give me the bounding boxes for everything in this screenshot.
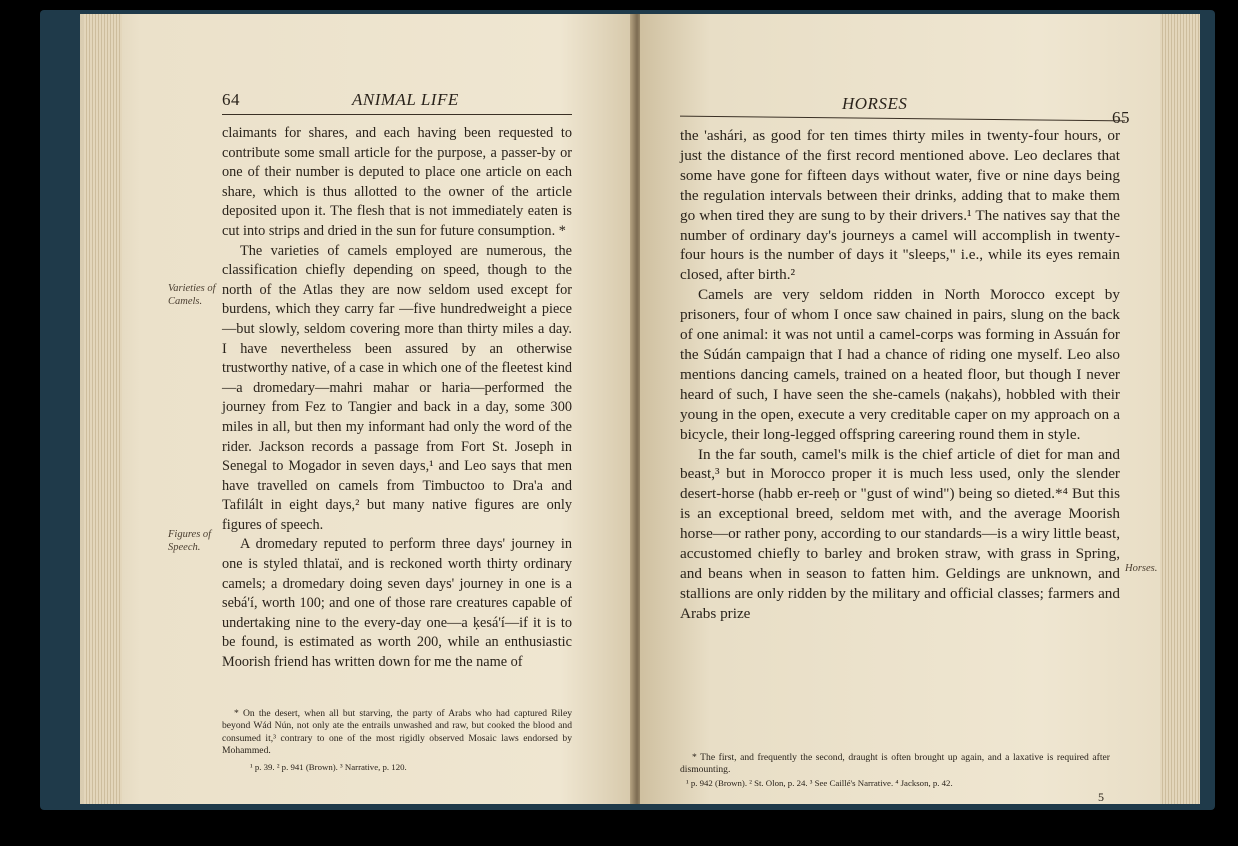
- left-running-head: ANIMAL LIFE: [352, 90, 459, 109]
- left-footnote-text: * On the desert, when all but starving, the party of Arabs who had captured Riley beyond Wád Nún, not only ate the entrails unwashed and raw, but cooked the blood and consumed it,³ contrary to one of the most rigidly observed Mosaic laws endorsed by Mohammed.: [222, 708, 572, 757]
- left-page-number: 64: [222, 90, 240, 109]
- right-paragraph-1: the 'ashári, as good for ten times thirty miles in twenty-four hours, or just the distance of the first record mentioned above. Leo declares that some have gone for fifteen days without water, five or nine days being the regulation intervals between their drinks, adding that to make them go when tired they are sung to by their drivers.¹ The natives say that the number of ordinary day's journeys a camel will accomplish in twenty-four hours is the number of days it "sleeps," i.e., while its eyes remain closed, after birth.²: [680, 127, 1120, 284]
- right-footnote-refs: ¹ p. 942 (Brown). ² St. Olon, p. 24. ³ See Caillé's Narrative. ⁴ Jackson, p. 42.: [686, 778, 953, 788]
- right-page-number: 65: [1112, 108, 1130, 127]
- left-head-rule: [222, 114, 572, 115]
- right-page-edges: [1160, 14, 1200, 804]
- left-paragraph-2: The varieties of camels employed are numerous, the classification chiefly depending on speed, though to the north of the Atlas they are now seldom used except for burdens, which they carry far —five hundredweight a piece—but slowly, seldom covering more than thirty miles a day. I have nevertheless been assured by an otherwise trustworthy native, of a case in which one of the fleetest kind—a dromedary—mahri mahar or haria—performed the journey from Fez to Tangier and back in a day, some 300 miles in all, but then my informant had only the word of the rider. Jackson records a passage from Fort St. Joseph in Senegal to Mogador in seven days,¹ and Leo says that men have travelled on camels from Timbuctoo to Dra'a and Tafilált in eight days,² but many native figures are only figures of speech.: [222, 242, 572, 533]
- right-sidenote-horses: Horses.: [1125, 563, 1158, 574]
- left-footnote: [222, 708, 572, 758]
- left-footnote-refs: ¹ p. 39. ² p. 941 (Brown). ³ Narrative, p. 120.: [250, 762, 407, 772]
- right-running-head: HORSES: [842, 94, 908, 113]
- left-body: [222, 124, 572, 673]
- left-page-edges: [84, 14, 122, 804]
- right-footnote-text: * The first, and frequently the second, draught is often brought up again, and a laxative is required after dismounting.: [680, 752, 1110, 776]
- left-sidenote-figures: Figures of Speech.: [168, 529, 212, 553]
- signature-mark: 5: [1098, 790, 1104, 804]
- left-paragraph-1: claimants for shares, and each having been requested to contribute some small article for the purpose, a passer-by or one of their number is deputed to place one article on each share, which is thus allotted to the owner of the article deposited upon it. The flesh that is not immediately eaten is cut into strips and dried in the sun for future consumption. *: [222, 125, 572, 239]
- left-sidenote-camels: Varieties of Camels.: [168, 283, 216, 307]
- right-paragraph-3: In the far south, camel's milk is the chief article of diet for man and beast,³ but in Morocco proper it is much less used, only the slender desert-horse (habb er-reeḥ or "gust of wind") being so dieted.*⁴ But this is an exceptional breed, seldom met with, and the average Moorish horse—or rather pony, according to our standards—is a wiry little beast, accustomed chiefly to barley and broken straw, with grass in Spring, and beans when in season to fatten him. Geldings are unknown, and stallions are only ridden by the military and official classes; farmers and Arabs prize: [680, 445, 1120, 622]
- right-footnote: [680, 752, 1110, 777]
- right-body: [680, 126, 1120, 624]
- right-paragraph-2: Camels are very seldom ridden in North Morocco except by prisoners, four of whom I once saw chained in pairs, slung on the back of one animal: it was not until a camel-corps was forming in Assuán for the Súdán campaign that I had a chance of riding one myself. Leo also mentions dancing camels, trained on a heated floor, but though I never heard of such, I have seen the she-camels (naḳahs), hobbled with their young in the open, execute a very creditable caper on my approach on a bicycle, their long-legged offspring careering round them in style.: [680, 286, 1120, 443]
- left-paragraph-3: A dromedary reputed to perform three days' journey in one is styled thlataï, and is reckoned worth thirty ordinary camels; a dromedary doing seven days' journey in one is a sebá'í, worth 100; and one of those rare creatures capable of undertaking nine to the every-day one—a ḳesá'í—if it is to be found, is estimated as worth 200, while an enthusiastic Moorish friend has written down for me the name of: [222, 536, 572, 671]
